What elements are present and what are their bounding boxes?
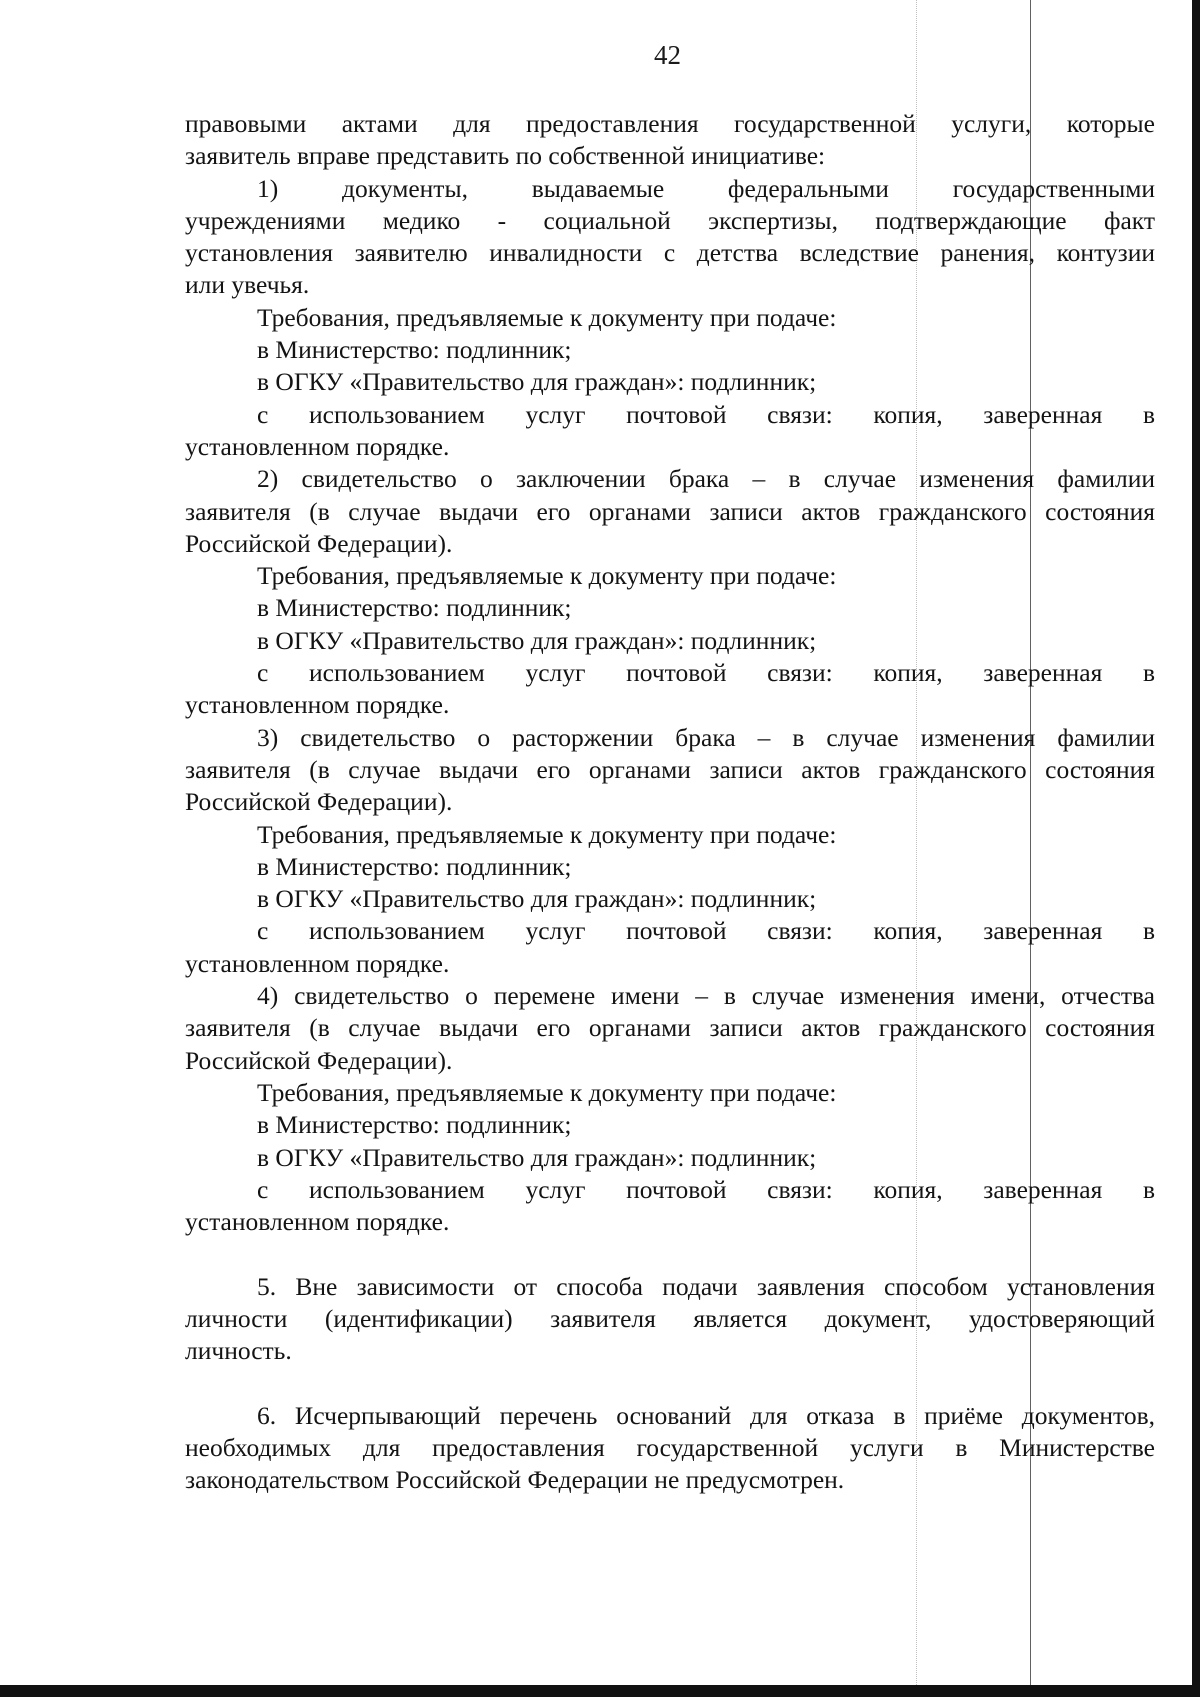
text-line: Требования, предъявляемые к документу при подаче: bbox=[257, 302, 837, 332]
text-line: в ОГКУ «Правительство для граждан»: подлинник; bbox=[257, 367, 817, 397]
text-line: в Министерство: подлинник; bbox=[257, 1110, 572, 1140]
text-line: в ОГКУ «Правительство для граждан»: подлинник; bbox=[257, 1142, 817, 1172]
paragraph-gap bbox=[185, 1368, 1155, 1400]
text-line: или увечья. bbox=[185, 270, 310, 300]
text-line: в ОГКУ «Правительство для граждан»: подлинник; bbox=[257, 625, 817, 655]
text-line: заявителя (в случае выдачи его органами записи актов гражданского состояния bbox=[185, 1013, 1155, 1043]
text-line: 1) документы, выдаваемые федеральными государственными bbox=[257, 173, 1155, 203]
text-line: в ОГКУ «Правительство для граждан»: подлинник; bbox=[257, 884, 817, 914]
text-line: законодательством Российской Федерации не предусмотрен. bbox=[185, 1465, 845, 1495]
text-line: Требования, предъявляемые к документу при подаче: bbox=[257, 1077, 837, 1107]
text-line: 6. Исчерпывающий перечень оснований для отказа в приёме документов, bbox=[257, 1400, 1155, 1430]
text-line: установленном порядке. bbox=[185, 948, 450, 978]
text-line: правовыми актами для предоставления государственной услуги, которые bbox=[185, 109, 1155, 138]
text-line: Российской Федерации). bbox=[185, 787, 453, 817]
text-line: 3) свидетельство о расторжении брака – в случае изменения фамилии bbox=[257, 722, 1155, 752]
text-line: в Министерство: подлинник; bbox=[257, 335, 572, 365]
text-line: необходимых для предоставления государственной услуги в Министерстве bbox=[185, 1433, 1155, 1463]
text-line: в Министерство: подлинник; bbox=[257, 851, 572, 881]
text-line: в Министерство: подлинник; bbox=[257, 593, 572, 623]
paragraph-gap bbox=[185, 1238, 1155, 1270]
text-line: Требования, предъявляемые к документу при подаче: bbox=[257, 819, 837, 849]
text-line: установления заявителю инвалидности с детства вследствие ранения, контузии bbox=[185, 238, 1155, 268]
text-line: личности (идентификации) заявителя является документ, удостоверяющий bbox=[185, 1303, 1155, 1333]
text-line: личность. bbox=[185, 1336, 292, 1366]
text-line: Требования, предъявляемые к документу при подаче: bbox=[257, 561, 837, 591]
text-line: установленном порядке. bbox=[185, 1207, 450, 1237]
text-line: 4) свидетельство о перемене имени – в случае изменения имени, отчества bbox=[257, 981, 1155, 1011]
document-body bbox=[185, 108, 1155, 1497]
text-line: установленном порядке. bbox=[185, 690, 450, 720]
scan-edge-bottom bbox=[0, 1685, 1200, 1697]
page-number: 42 bbox=[654, 40, 681, 70]
text-line: заявитель вправе представить по собственной инициативе: bbox=[185, 141, 826, 171]
text-line: заявителя (в случае выдачи его органами записи актов гражданского состояния bbox=[185, 754, 1155, 784]
text-line: заявителя (в случае выдачи его органами записи актов гражданского состояния bbox=[185, 496, 1155, 526]
text-line: учреждениями медико - социальной экспертизы, подтверждающие факт bbox=[185, 205, 1155, 235]
text-line: с использованием услуг почтовой связи: копия, заверенная в bbox=[257, 658, 1155, 688]
text-line: Российской Федерации). bbox=[185, 1045, 453, 1075]
text-line: 5. Вне зависимости от способа подачи заявления способом установления bbox=[257, 1271, 1155, 1301]
text-line: 2) свидетельство о заключении брака – в случае изменения фамилии bbox=[257, 464, 1155, 494]
text-line: установленном порядке. bbox=[185, 431, 450, 461]
text-line: с использованием услуг почтовой связи: копия, заверенная в bbox=[257, 399, 1155, 429]
scan-edge-right bbox=[1192, 0, 1200, 1697]
text-line: с использованием услуг почтовой связи: копия, заверенная в bbox=[257, 1174, 1155, 1204]
text-line: Российской Федерации). bbox=[185, 528, 453, 558]
text-line: с использованием услуг почтовой связи: копия, заверенная в bbox=[257, 916, 1155, 946]
